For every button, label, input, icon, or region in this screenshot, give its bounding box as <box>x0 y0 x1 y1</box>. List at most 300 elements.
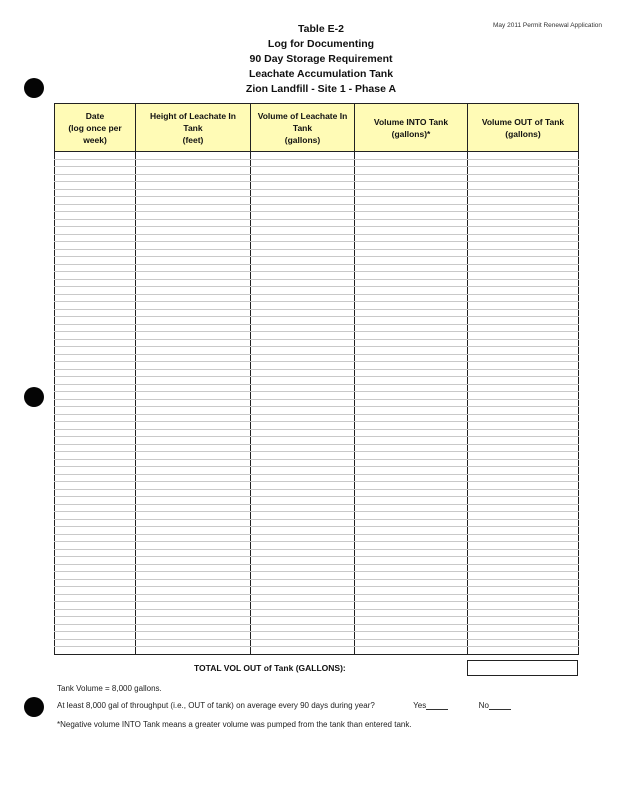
log-cell[interactable] <box>251 167 355 175</box>
log-cell[interactable] <box>468 212 579 220</box>
log-cell[interactable] <box>468 602 579 610</box>
log-cell[interactable] <box>468 609 579 617</box>
log-cell[interactable] <box>355 182 468 190</box>
log-cell[interactable] <box>136 504 251 512</box>
log-cell[interactable] <box>55 609 136 617</box>
log-cell[interactable] <box>468 467 579 475</box>
log-cell[interactable] <box>251 339 355 347</box>
log-cell[interactable] <box>251 504 355 512</box>
log-cell[interactable] <box>251 407 355 415</box>
log-cell[interactable] <box>136 519 251 527</box>
log-cell[interactable] <box>468 272 579 280</box>
log-cell[interactable] <box>55 572 136 580</box>
log-cell[interactable] <box>55 392 136 400</box>
log-cell[interactable] <box>55 459 136 467</box>
log-cell[interactable] <box>468 512 579 520</box>
log-cell[interactable] <box>251 212 355 220</box>
log-cell[interactable] <box>251 384 355 392</box>
log-cell[interactable] <box>136 392 251 400</box>
log-cell[interactable] <box>468 557 579 565</box>
log-cell[interactable] <box>251 444 355 452</box>
log-cell[interactable] <box>355 287 468 295</box>
log-cell[interactable] <box>136 317 251 325</box>
log-cell[interactable] <box>468 504 579 512</box>
log-cell[interactable] <box>251 354 355 362</box>
log-cell[interactable] <box>355 602 468 610</box>
log-cell[interactable] <box>355 324 468 332</box>
log-cell[interactable] <box>136 602 251 610</box>
log-cell[interactable] <box>251 474 355 482</box>
log-cell[interactable] <box>355 317 468 325</box>
log-cell[interactable] <box>136 197 251 205</box>
log-cell[interactable] <box>55 257 136 265</box>
log-cell[interactable] <box>468 249 579 257</box>
log-cell[interactable] <box>355 459 468 467</box>
log-cell[interactable] <box>251 302 355 310</box>
log-cell[interactable] <box>55 504 136 512</box>
log-cell[interactable] <box>55 347 136 355</box>
log-cell[interactable] <box>136 422 251 430</box>
log-cell[interactable] <box>355 302 468 310</box>
log-cell[interactable] <box>355 249 468 257</box>
log-cell[interactable] <box>136 549 251 557</box>
log-cell[interactable] <box>55 234 136 242</box>
log-cell[interactable] <box>468 332 579 340</box>
log-cell[interactable] <box>55 587 136 595</box>
log-cell[interactable] <box>55 482 136 490</box>
log-cell[interactable] <box>136 407 251 415</box>
log-cell[interactable] <box>468 354 579 362</box>
log-cell[interactable] <box>355 429 468 437</box>
log-cell[interactable] <box>55 189 136 197</box>
log-cell[interactable] <box>55 354 136 362</box>
log-cell[interactable] <box>136 609 251 617</box>
log-cell[interactable] <box>55 437 136 445</box>
log-cell[interactable] <box>136 189 251 197</box>
log-cell[interactable] <box>355 332 468 340</box>
log-cell[interactable] <box>355 609 468 617</box>
log-cell[interactable] <box>468 497 579 505</box>
log-cell[interactable] <box>55 429 136 437</box>
log-cell[interactable] <box>55 167 136 175</box>
yes-blank[interactable] <box>426 701 448 710</box>
no-blank[interactable] <box>489 701 511 710</box>
log-cell[interactable] <box>468 474 579 482</box>
log-cell[interactable] <box>355 639 468 647</box>
log-cell[interactable] <box>355 467 468 475</box>
log-cell[interactable] <box>55 242 136 250</box>
log-cell[interactable] <box>55 579 136 587</box>
log-cell[interactable] <box>55 174 136 182</box>
log-cell[interactable] <box>355 399 468 407</box>
log-cell[interactable] <box>55 474 136 482</box>
log-cell[interactable] <box>55 624 136 632</box>
log-cell[interactable] <box>251 309 355 317</box>
log-cell[interactable] <box>468 482 579 490</box>
log-cell[interactable] <box>136 489 251 497</box>
log-cell[interactable] <box>55 534 136 542</box>
log-cell[interactable] <box>355 482 468 490</box>
log-cell[interactable] <box>355 519 468 527</box>
log-cell[interactable] <box>355 437 468 445</box>
log-cell[interactable] <box>55 422 136 430</box>
log-cell[interactable] <box>468 167 579 175</box>
log-cell[interactable] <box>468 407 579 415</box>
log-cell[interactable] <box>251 317 355 325</box>
log-cell[interactable] <box>468 392 579 400</box>
log-cell[interactable] <box>355 572 468 580</box>
log-cell[interactable] <box>136 369 251 377</box>
log-cell[interactable] <box>355 294 468 302</box>
log-cell[interactable] <box>55 362 136 370</box>
log-cell[interactable] <box>136 534 251 542</box>
log-cell[interactable] <box>55 339 136 347</box>
log-cell[interactable] <box>468 369 579 377</box>
log-cell[interactable] <box>251 182 355 190</box>
log-cell[interactable] <box>251 489 355 497</box>
log-cell[interactable] <box>251 204 355 212</box>
log-cell[interactable] <box>355 564 468 572</box>
log-cell[interactable] <box>468 519 579 527</box>
log-cell[interactable] <box>55 542 136 550</box>
log-cell[interactable] <box>136 594 251 602</box>
log-cell[interactable] <box>251 519 355 527</box>
log-cell[interactable] <box>136 272 251 280</box>
log-cell[interactable] <box>136 632 251 640</box>
log-cell[interactable] <box>355 264 468 272</box>
log-cell[interactable] <box>355 279 468 287</box>
log-cell[interactable] <box>55 152 136 160</box>
log-cell[interactable] <box>55 204 136 212</box>
log-cell[interactable] <box>251 609 355 617</box>
log-cell[interactable] <box>251 452 355 460</box>
log-cell[interactable] <box>251 437 355 445</box>
log-cell[interactable] <box>55 414 136 422</box>
log-cell[interactable] <box>136 617 251 625</box>
log-cell[interactable] <box>136 339 251 347</box>
log-cell[interactable] <box>55 264 136 272</box>
log-cell[interactable] <box>55 272 136 280</box>
log-cell[interactable] <box>251 399 355 407</box>
log-cell[interactable] <box>136 564 251 572</box>
log-cell[interactable] <box>355 527 468 535</box>
log-cell[interactable] <box>355 594 468 602</box>
log-cell[interactable] <box>136 512 251 520</box>
log-cell[interactable] <box>251 174 355 182</box>
log-cell[interactable] <box>468 362 579 370</box>
log-cell[interactable] <box>355 392 468 400</box>
log-cell[interactable] <box>468 549 579 557</box>
log-cell[interactable] <box>355 542 468 550</box>
log-cell[interactable] <box>355 557 468 565</box>
log-cell[interactable] <box>468 347 579 355</box>
log-cell[interactable] <box>355 272 468 280</box>
log-cell[interactable] <box>55 197 136 205</box>
log-cell[interactable] <box>355 474 468 482</box>
log-cell[interactable] <box>136 287 251 295</box>
log-cell[interactable] <box>355 384 468 392</box>
log-cell[interactable] <box>251 249 355 257</box>
log-cell[interactable] <box>251 257 355 265</box>
log-cell[interactable] <box>55 444 136 452</box>
log-cell[interactable] <box>55 512 136 520</box>
log-cell[interactable] <box>55 302 136 310</box>
log-cell[interactable] <box>136 639 251 647</box>
log-cell[interactable] <box>468 317 579 325</box>
log-cell[interactable] <box>468 452 579 460</box>
log-cell[interactable] <box>251 332 355 340</box>
log-cell[interactable] <box>355 234 468 242</box>
log-cell[interactable] <box>136 219 251 227</box>
log-cell[interactable] <box>251 219 355 227</box>
log-cell[interactable] <box>136 249 251 257</box>
log-cell[interactable] <box>355 242 468 250</box>
log-cell[interactable] <box>468 594 579 602</box>
log-cell[interactable] <box>468 287 579 295</box>
log-cell[interactable] <box>251 324 355 332</box>
log-cell[interactable] <box>251 422 355 430</box>
log-cell[interactable] <box>251 429 355 437</box>
log-cell[interactable] <box>251 189 355 197</box>
log-cell[interactable] <box>136 437 251 445</box>
log-cell[interactable] <box>468 324 579 332</box>
log-cell[interactable] <box>55 617 136 625</box>
log-cell[interactable] <box>251 534 355 542</box>
log-cell[interactable] <box>468 197 579 205</box>
log-cell[interactable] <box>136 557 251 565</box>
log-cell[interactable] <box>468 377 579 385</box>
log-cell[interactable] <box>136 294 251 302</box>
log-cell[interactable] <box>136 624 251 632</box>
log-cell[interactable] <box>136 482 251 490</box>
log-cell[interactable] <box>251 414 355 422</box>
log-cell[interactable] <box>355 579 468 587</box>
log-cell[interactable] <box>468 564 579 572</box>
log-cell[interactable] <box>251 572 355 580</box>
log-cell[interactable] <box>251 624 355 632</box>
log-cell[interactable] <box>468 527 579 535</box>
log-cell[interactable] <box>55 249 136 257</box>
log-cell[interactable] <box>55 182 136 190</box>
log-cell[interactable] <box>55 519 136 527</box>
log-cell[interactable] <box>355 197 468 205</box>
log-cell[interactable] <box>251 159 355 167</box>
log-cell[interactable] <box>55 369 136 377</box>
log-cell[interactable] <box>468 264 579 272</box>
log-cell[interactable] <box>136 302 251 310</box>
log-cell[interactable] <box>136 152 251 160</box>
log-cell[interactable] <box>55 497 136 505</box>
log-cell[interactable] <box>136 324 251 332</box>
log-cell[interactable] <box>468 174 579 182</box>
log-cell[interactable] <box>55 309 136 317</box>
log-cell[interactable] <box>355 257 468 265</box>
log-cell[interactable] <box>251 602 355 610</box>
log-cell[interactable] <box>251 549 355 557</box>
log-cell[interactable] <box>468 152 579 160</box>
log-cell[interactable] <box>136 362 251 370</box>
log-cell[interactable] <box>251 579 355 587</box>
log-cell[interactable] <box>136 212 251 220</box>
log-cell[interactable] <box>251 392 355 400</box>
log-cell[interactable] <box>136 354 251 362</box>
log-cell[interactable] <box>355 422 468 430</box>
log-cell[interactable] <box>355 624 468 632</box>
log-cell[interactable] <box>355 534 468 542</box>
log-cell[interactable] <box>136 429 251 437</box>
log-cell[interactable] <box>136 242 251 250</box>
log-cell[interactable] <box>355 362 468 370</box>
log-cell[interactable] <box>355 309 468 317</box>
log-cell[interactable] <box>55 407 136 415</box>
log-cell[interactable] <box>355 159 468 167</box>
log-cell[interactable] <box>355 414 468 422</box>
log-cell[interactable] <box>55 632 136 640</box>
log-cell[interactable] <box>355 407 468 415</box>
log-cell[interactable] <box>136 332 251 340</box>
log-cell[interactable] <box>136 234 251 242</box>
log-cell[interactable] <box>55 467 136 475</box>
log-cell[interactable] <box>355 647 468 655</box>
log-cell[interactable] <box>468 639 579 647</box>
log-cell[interactable] <box>468 414 579 422</box>
log-cell[interactable] <box>355 497 468 505</box>
log-cell[interactable] <box>468 234 579 242</box>
log-cell[interactable] <box>136 474 251 482</box>
log-cell[interactable] <box>136 399 251 407</box>
log-cell[interactable] <box>55 602 136 610</box>
log-cell[interactable] <box>136 452 251 460</box>
log-cell[interactable] <box>355 339 468 347</box>
log-cell[interactable] <box>251 264 355 272</box>
log-cell[interactable] <box>251 287 355 295</box>
log-cell[interactable] <box>355 354 468 362</box>
log-cell[interactable] <box>55 377 136 385</box>
log-cell[interactable] <box>468 489 579 497</box>
log-cell[interactable] <box>468 587 579 595</box>
log-cell[interactable] <box>468 339 579 347</box>
log-cell[interactable] <box>468 579 579 587</box>
log-cell[interactable] <box>55 227 136 235</box>
log-cell[interactable] <box>136 572 251 580</box>
log-cell[interactable] <box>251 542 355 550</box>
log-cell[interactable] <box>55 564 136 572</box>
log-cell[interactable] <box>251 227 355 235</box>
log-cell[interactable] <box>355 167 468 175</box>
log-cell[interactable] <box>251 197 355 205</box>
log-cell[interactable] <box>136 167 251 175</box>
log-cell[interactable] <box>468 647 579 655</box>
log-cell[interactable] <box>136 279 251 287</box>
log-cell[interactable] <box>468 459 579 467</box>
log-cell[interactable] <box>468 279 579 287</box>
log-cell[interactable] <box>355 227 468 235</box>
log-cell[interactable] <box>251 467 355 475</box>
log-cell[interactable] <box>355 369 468 377</box>
log-cell[interactable] <box>55 527 136 535</box>
log-cell[interactable] <box>355 189 468 197</box>
log-cell[interactable] <box>468 189 579 197</box>
log-cell[interactable] <box>468 422 579 430</box>
log-cell[interactable] <box>136 347 251 355</box>
log-cell[interactable] <box>468 617 579 625</box>
log-cell[interactable] <box>55 452 136 460</box>
log-cell[interactable] <box>468 542 579 550</box>
log-cell[interactable] <box>55 324 136 332</box>
log-cell[interactable] <box>251 347 355 355</box>
log-cell[interactable] <box>468 624 579 632</box>
log-cell[interactable] <box>355 204 468 212</box>
log-cell[interactable] <box>136 174 251 182</box>
log-cell[interactable] <box>355 632 468 640</box>
log-cell[interactable] <box>251 617 355 625</box>
log-cell[interactable] <box>355 174 468 182</box>
log-cell[interactable] <box>251 632 355 640</box>
log-cell[interactable] <box>468 444 579 452</box>
log-cell[interactable] <box>136 444 251 452</box>
log-cell[interactable] <box>251 639 355 647</box>
total-input-box[interactable] <box>467 660 578 676</box>
log-cell[interactable] <box>468 294 579 302</box>
log-cell[interactable] <box>468 572 579 580</box>
log-cell[interactable] <box>251 557 355 565</box>
log-cell[interactable] <box>355 587 468 595</box>
log-cell[interactable] <box>251 362 355 370</box>
log-cell[interactable] <box>468 632 579 640</box>
log-cell[interactable] <box>355 452 468 460</box>
log-cell[interactable] <box>55 279 136 287</box>
log-cell[interactable] <box>468 204 579 212</box>
log-cell[interactable] <box>251 587 355 595</box>
log-cell[interactable] <box>55 647 136 655</box>
log-cell[interactable] <box>55 332 136 340</box>
log-cell[interactable] <box>355 444 468 452</box>
log-cell[interactable] <box>468 242 579 250</box>
log-cell[interactable] <box>136 159 251 167</box>
log-cell[interactable] <box>55 384 136 392</box>
log-cell[interactable] <box>136 204 251 212</box>
log-cell[interactable] <box>468 309 579 317</box>
log-cell[interactable] <box>355 504 468 512</box>
log-cell[interactable] <box>251 594 355 602</box>
log-cell[interactable] <box>136 257 251 265</box>
log-cell[interactable] <box>136 542 251 550</box>
log-cell[interactable] <box>468 227 579 235</box>
log-cell[interactable] <box>355 212 468 220</box>
log-cell[interactable] <box>251 152 355 160</box>
log-cell[interactable] <box>251 369 355 377</box>
log-cell[interactable] <box>355 489 468 497</box>
log-cell[interactable] <box>355 549 468 557</box>
log-cell[interactable] <box>251 497 355 505</box>
log-cell[interactable] <box>251 459 355 467</box>
log-cell[interactable] <box>136 497 251 505</box>
log-cell[interactable] <box>55 287 136 295</box>
log-cell[interactable] <box>355 219 468 227</box>
log-cell[interactable] <box>468 437 579 445</box>
log-cell[interactable] <box>251 294 355 302</box>
log-cell[interactable] <box>251 279 355 287</box>
log-cell[interactable] <box>136 264 251 272</box>
log-cell[interactable] <box>136 309 251 317</box>
log-cell[interactable] <box>251 527 355 535</box>
log-cell[interactable] <box>251 272 355 280</box>
log-cell[interactable] <box>136 384 251 392</box>
log-cell[interactable] <box>55 317 136 325</box>
log-cell[interactable] <box>55 594 136 602</box>
log-cell[interactable] <box>251 242 355 250</box>
log-cell[interactable] <box>55 219 136 227</box>
